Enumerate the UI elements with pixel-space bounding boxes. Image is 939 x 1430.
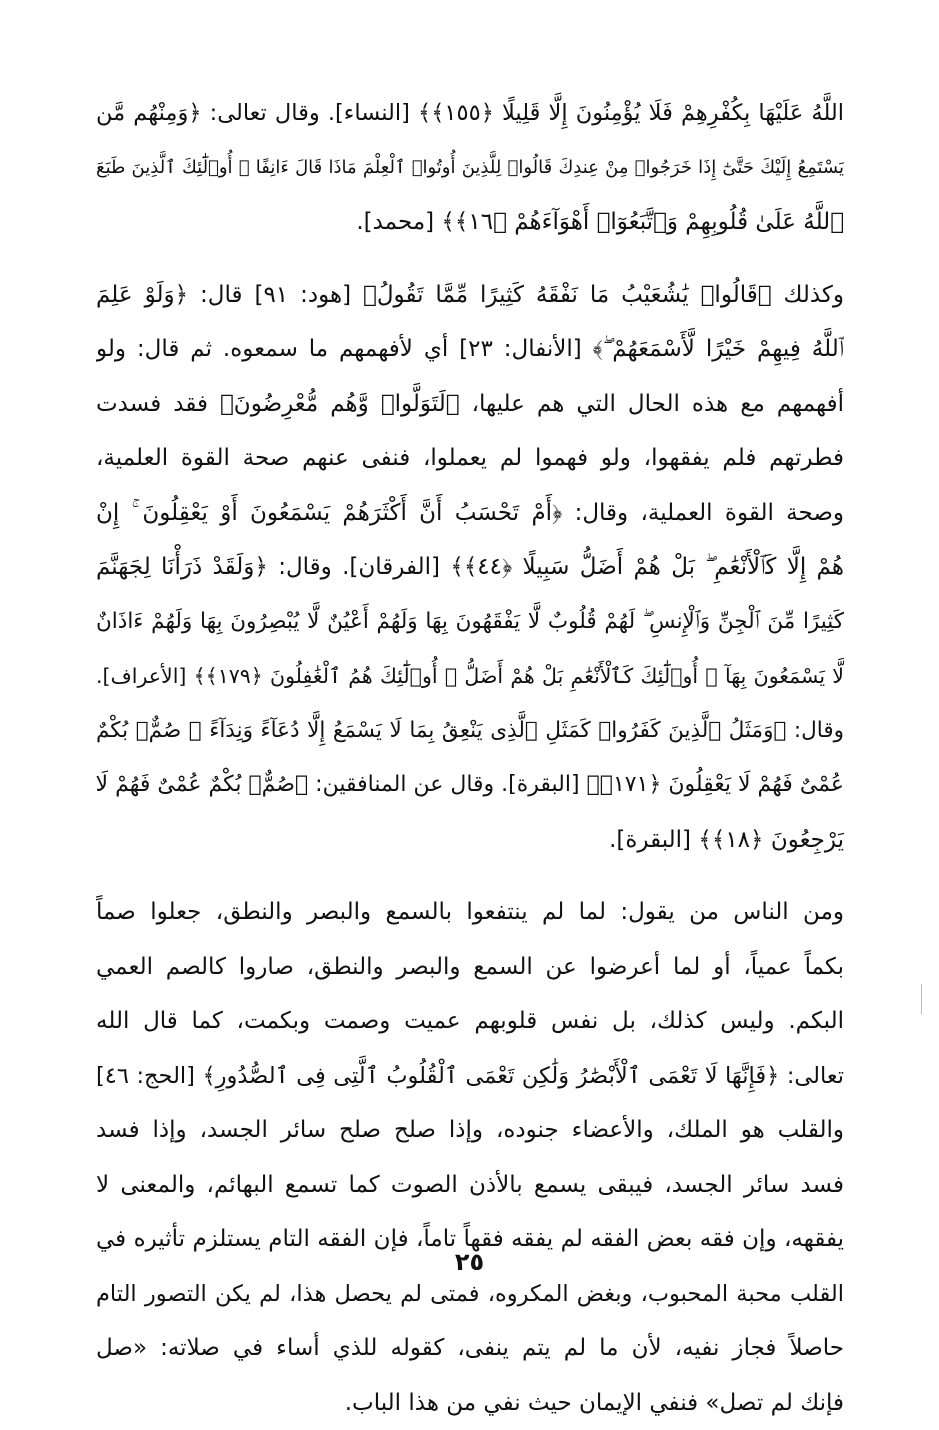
text-line: عُمْىٌ فَهُمْ لَا يَعْقِلُونَ ﴿١٧١﴾﴾ [البقرة]. وقال عن المنافقين: ﴿صُمٌّۢ بُكْمٌ عُمْىٌ فَهُمْ لَا [96, 758, 844, 813]
margin-mark [921, 984, 922, 1014]
text-line: وكذلك ﴿قَالُوا۟ يَٰشُعَيْبُ مَا نَفْقَهُ كَثِيرًا مِّمَّا تَقُولُ﴾ [هود: ٩١] قال: ﴿وَلَوْ عَلِمَ [96, 268, 844, 323]
text-line: ٱللَّهُ عَلَىٰ قُلُوبِهِمْ وَٱتَّبَعُوٓا۟ أَهْوَآءَهُمْ ﴿١٦﴾﴾ [محمد]. [96, 195, 844, 250]
text-line: فطرتهم فلم يفقهوا، ولو فهموا لم يعملوا، فنفى عنهم صحة القوة العلمية، [96, 431, 844, 486]
text-line: هُمْ إِلَّا كَٱلْأَنْعَٰمِ ۖ بَلْ هُمْ أَضَلُّ سَبِيلًا ﴿٤٤﴾﴾ [الفرقان]. وقال: ﴿وَلَقَدْ ذَرَأْنَا لِجَهَنَّمَ [96, 540, 844, 595]
text-line: كَثِيرًا مِّنَ ٱلْجِنِّ وَٱلْإِنسِ ۖ لَهُمْ قُلُوبٌ لَّا يَفْقَهُونَ بِهَا وَلَهُمْ أَعْيُنٌ لَّا يُبْصِرُونَ بِهَا وَلَهُمْ ءَاذَانٌ [96, 595, 844, 650]
text-line: والقلب هو الملك، والأعضاء جنوده، وإذا صلح صلح سائر الجسد، وإذا فسد [96, 1103, 844, 1158]
text-line: أفهمهم مع هذه الحال التي هم عليها، ﴿لَتَوَلَّوا۟ وَّهُم مُّعْرِضُونَ﴾ فقد فسدت [96, 377, 844, 432]
text-line: يَرْجِعُونَ ﴿١٨﴾﴾ [البقرة]. [96, 813, 844, 868]
text-line: فسد سائر الجسد، فيبقى يسمع بالأذن الصوت كما تسمع البهائم، والمعنى لا [96, 1158, 844, 1213]
paragraph-1 [96, 86, 844, 250]
page-body [96, 86, 844, 1430]
text-line: يَسْتَمِعُ إِلَيْكَ حَتَّىٰٓ إِذَا خَرَجُوا۟ مِنْ عِندِكَ قَالُوا۟ لِلَّذِينَ أُوتُوا۟ ٱلْعِلْمَ مَاذَا قَالَ ءَانِفًا ۚ أُو۟لَٰٓئِكَ ٱلَّذِينَ طَبَعَ [96, 141, 844, 196]
text-line: اللَّهُ عَلَيْهَا بِكُفْرِهِمْ فَلَا يُؤْمِنُونَ إِلَّا قَلِيلًا ﴿١٥٥﴾﴾ [النساء]. وقال تعالى: ﴿وَمِنْهُم مَّن [96, 86, 844, 141]
text-line: ومن الناس من يقول: لما لم ينتفعوا بالسمع والبصر والنطق، جعلوا صماً [96, 885, 844, 940]
text-line: يفقهه، وإن فقه بعض الفقه لم يفقه فقهاً تاماً، فإن الفقه التام يستلزم تأثيره في [96, 1212, 844, 1267]
paragraph-2 [96, 268, 844, 868]
text-line: حاصلاً فجاز نفيه، لأن ما لم يتم ينفى، كقوله للذي أساء في صلاته: «صل [96, 1321, 844, 1376]
text-line: وقال: ﴿وَمَثَلُ ٱلَّذِينَ كَفَرُوا۟ كَمَثَلِ ٱلَّذِى يَنْعِقُ بِمَا لَا يَسْمَعُ إِلَّا دُعَآءً وَنِدَآءً ۚ صُمٌّۢ بُكْمٌ [96, 704, 844, 759]
text-line: البكم. وليس كذلك، بل نفس قلوبهم عميت وصمت وبكمت، كما قال الله [96, 994, 844, 1049]
text-line: تعالى: ﴿فَإِنَّهَا لَا تَعْمَى ٱلْأَبْصَٰرُ وَلَٰكِن تَعْمَى ٱلْقُلُوبُ ٱلَّتِى فِى ٱلصُّدُورِ﴾ [الحج: ٤٦] [96, 1049, 844, 1104]
text-line: لَّا يَسْمَعُونَ بِهَآ ۚ أُو۟لَٰٓئِكَ كَٱلْأَنْعَٰمِ بَلْ هُمْ أَضَلُّ ۚ أُو۟لَٰٓئِكَ هُمُ ٱلْغَٰفِلُونَ ﴿١٧٩﴾﴾ [الأعراف]. [96, 649, 844, 704]
paragraph-3 [96, 885, 844, 1430]
text-line: ٱللَّهُ فِيهِمْ خَيْرًا لَّأَسْمَعَهُمْ ۖ﴾ [الأنفال: ٢٣] أي لأفهمهم ما سمعوه. ثم قال: ولو [96, 322, 844, 377]
text-line: فإنك لم تصل» فنفي الإيمان حيث نفي من هذا الباب. [96, 1376, 844, 1430]
page-number: ٢٥ [0, 1248, 939, 1276]
text-line: وصحة القوة العملية، وقال: ﴿أَمْ تَحْسَبُ أَنَّ أَكْثَرَهُمْ يَسْمَعُونَ أَوْ يَعْقِلُونَ ۚ إِنْ [96, 486, 844, 541]
text-line: بكماً عمياً، أو لما أعرضوا عن السمع والبصر والنطق، صاروا كالصم العمي [96, 940, 844, 995]
text-line: القلب محبة المحبوب، وبغض المكروه، فمتى لم يحصل هذا، لم يكن التصور التام [96, 1267, 844, 1322]
